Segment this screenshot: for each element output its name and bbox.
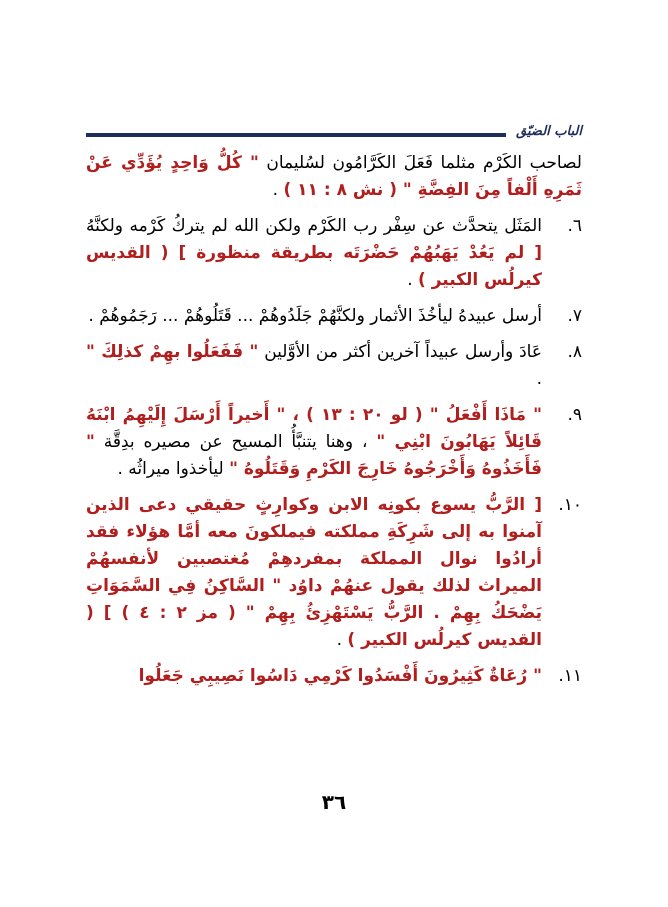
item-highlight: " مَاذَا أَفْعَلُ " ( لو ٢٠ : ١٣ ) ، " أَخيراً أَرْسَلَ إِلَيْهِمُ ابْنَهُ قَائِلاً يَهَابُونَ ابْنِي " xyxy=(86,405,543,452)
item-highlight: [ لم يَعُدْ يَهَبُهُمْ حَضْرَتَه بطريقة منظورة ] ( القديس كيرلُس الكبير ) xyxy=(86,243,542,290)
list-item xyxy=(86,663,582,690)
item-text: عَادَ وأرسل عبيداً آخرين أكثر من الأوَّلين xyxy=(258,342,542,362)
chapter-title: الباب الضيّق xyxy=(516,124,582,139)
list-item xyxy=(86,303,582,330)
item-text: أرسل عبيدهُ ليأخُذَ الأثمار ولكنَّهُمْ جَلَدُوهُمْ ... قَتَلُوهُمْ ... رَجَمُوهُمْ . xyxy=(88,306,542,326)
item-number: ٩. xyxy=(567,405,582,425)
item-end: . xyxy=(336,630,348,650)
intro-end: . xyxy=(272,180,284,200)
intro-paragraph xyxy=(86,150,582,204)
intro-text: لصاحب الكَرْم مثلما فَعَلَ الكَرَّامُون لسُليمان xyxy=(258,153,582,173)
item-highlight: [ الرَّبُّ يسوع بكونِه الابن وكوارِثٍ حقيقي دعى الذين آمنوا به إلى شَرِكَةِ مملكته فيملكونَ معه أمَّا هؤلاء فقد أرادُوا نوال المملكة بمفردهِمْ مُغتصبين لأنفسهُمْ الميراث لذلك يقول عنهُمْ داوُد " السَّاكِنُ فِي السَّمَوَاتِ يَضْحَكُ بِهِمْ . الرَّبُّ يَسْتَهْزِئُ بِهِمْ " ( مز ٢ : ٤ ) ] ( القديس كيرلُس الكبير ) xyxy=(86,495,542,650)
list-item xyxy=(86,339,582,393)
list-item xyxy=(86,402,582,483)
list-item xyxy=(86,213,582,294)
item-end: . xyxy=(536,369,542,389)
page-number: ٣٦ xyxy=(321,790,347,814)
item-end: ليأخذوا ميراثُه . xyxy=(117,459,230,479)
page-content xyxy=(86,150,582,699)
item-highlight-2: " فَأَخَذُوهُ وَأَخْرَجُوهُ خَارِجَ الكَرْمِ وَقَتَلُوهُ " xyxy=(86,432,542,479)
list-item xyxy=(86,492,582,654)
item-highlight: " رُعَاةٌ كَثِيرُونَ أَفْسَدُوا كَرْمِي دَاسُوا نَصِيبِي جَعَلُوا xyxy=(138,666,542,686)
page-header xyxy=(86,124,582,144)
item-text: ، وهنا يتنبَّأُ المسيح عن مصيره بدِقَّة xyxy=(94,432,377,452)
item-highlight: " فَفَعَلُوا بهِمْ كذلِكَ " xyxy=(86,342,259,362)
intro-quote: " كُلُّ وَاحِدٍ يُؤَدِّي عَنْ ثَمَرِهِ أَلْفاً مِنَ الفِضَّةِ " ( نش ٨ : ١١ ) xyxy=(86,153,582,200)
item-number: ١٠. xyxy=(558,495,582,515)
item-text: المَثَل يتحدَّث عن سِفْر رب الكَرْم ولكن الله لم يتركُ كَرْمه ولكنَّهُ xyxy=(86,216,542,236)
item-number: ١١. xyxy=(558,666,582,686)
item-end: . xyxy=(407,270,419,290)
header-rule xyxy=(86,133,506,137)
item-number: ٧. xyxy=(567,306,582,326)
item-number: ٦. xyxy=(567,216,582,236)
item-number: ٨. xyxy=(567,342,582,362)
